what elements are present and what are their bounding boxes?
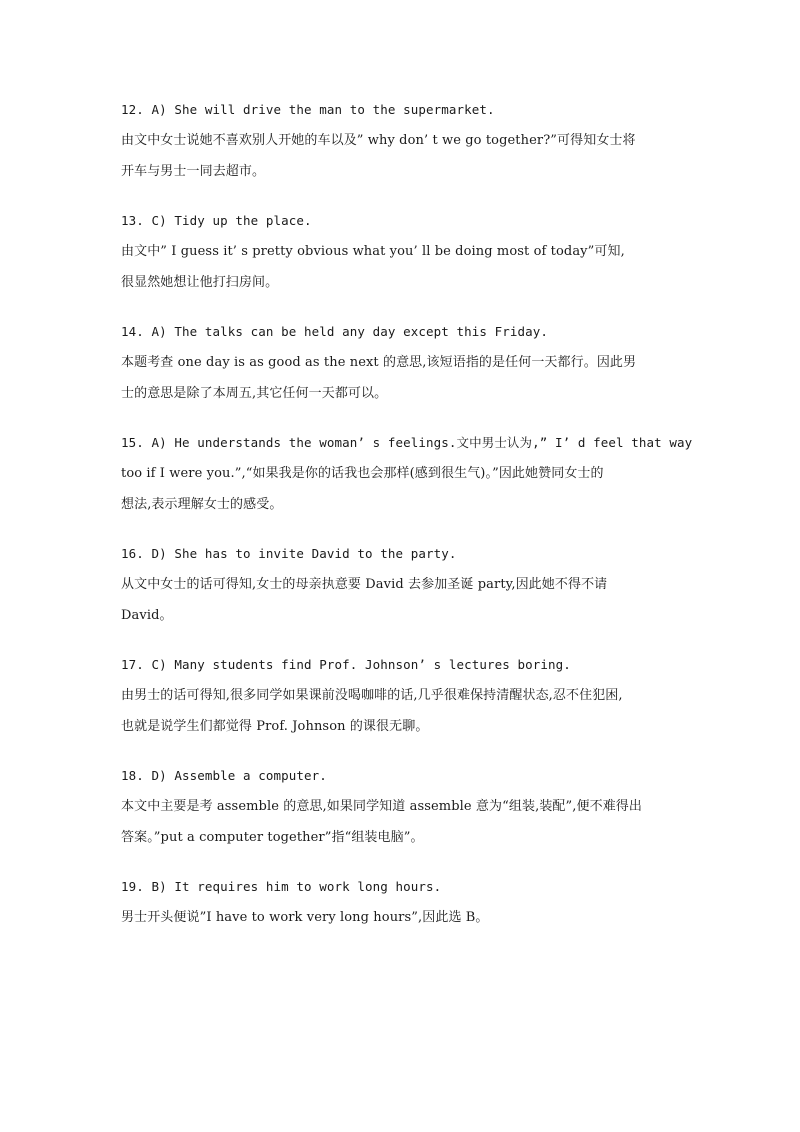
explanation-line: 由文中” I guess it’ s pretty obvious what you’ ll be doing most of today”可知, — [121, 244, 625, 259]
answer-item-16 — [121, 538, 691, 631]
answer-line: 14. A) The talks can be held any day except this Friday. — [121, 324, 549, 339]
explanation-line: 开车与男士一同去超市。 — [121, 164, 266, 179]
explanation-line: 很显然她想让他打扫房间。 — [121, 275, 279, 290]
explanation-line: 从文中女士的话可得知,女士的母亲执意要 David 去参加圣诞 party,因此她不得不请 — [121, 577, 608, 592]
answer-line: 16. D) She has to invite David to the party. — [121, 546, 457, 561]
explanation-line: 本文中主要是考 assemble 的意思,如果同学知道 assemble 意为“组装,装配”,便不难得出 — [121, 799, 642, 814]
explanation-line: 男士开头便说”I have to work very long hours”,因此选 B。 — [121, 910, 489, 925]
answer-item-13 — [121, 205, 691, 298]
answer-item-12 — [121, 94, 691, 187]
answer-item-18 — [121, 760, 691, 853]
explanation-line: 本题考查 one day is as good as the next 的意思,该短语指的是任何一天都行。因此男 — [121, 355, 637, 370]
explanation-line: 想法,表示理解女士的感受。 — [121, 497, 283, 512]
answer-item-15 — [121, 427, 691, 520]
answer-item-19 — [121, 871, 691, 933]
explanation-line: David。 — [121, 608, 173, 623]
answer-line: 13. C) Tidy up the place. — [121, 213, 312, 228]
explanation-line: 也就是说学生们都觉得 Prof. Johnson 的课很无聊。 — [121, 719, 429, 734]
answer-line: 12. A) She will drive the man to the supermarket. — [121, 102, 495, 117]
answer-item-17 — [121, 649, 691, 742]
answer-line: 19. B) It requires him to work long hours. — [121, 879, 442, 894]
explanation-line: 由文中女士说她不喜欢别人开她的车以及” why don’ t we go together?”可得知女士将 — [121, 133, 636, 148]
answer-line: 18. D) Assemble a computer. — [121, 768, 327, 783]
explanation-line: too if I were you.”,“如果我是你的话我也会那样(感到很生气)。”因此她赞同女士的 — [121, 466, 604, 481]
explanation-line: 答案。”put a computer together”指“组装电脑”。 — [121, 830, 424, 845]
explanation-line: 由男士的话可得知,很多同学如果课前没喝咖啡的话,几乎很难保持清醒状态,忍不住犯困, — [121, 688, 623, 703]
answer-item-14 — [121, 316, 691, 409]
explanation-line: 士的意思是除了本周五,其它任何一天都可以。 — [121, 386, 388, 401]
answer-line: 15. A) He understands the woman’ s feelings.文中男士认为,” I’ d feel that way — [121, 435, 693, 450]
answer-line: 17. C) Many students find Prof. Johnson’ s lectures boring. — [121, 657, 571, 672]
